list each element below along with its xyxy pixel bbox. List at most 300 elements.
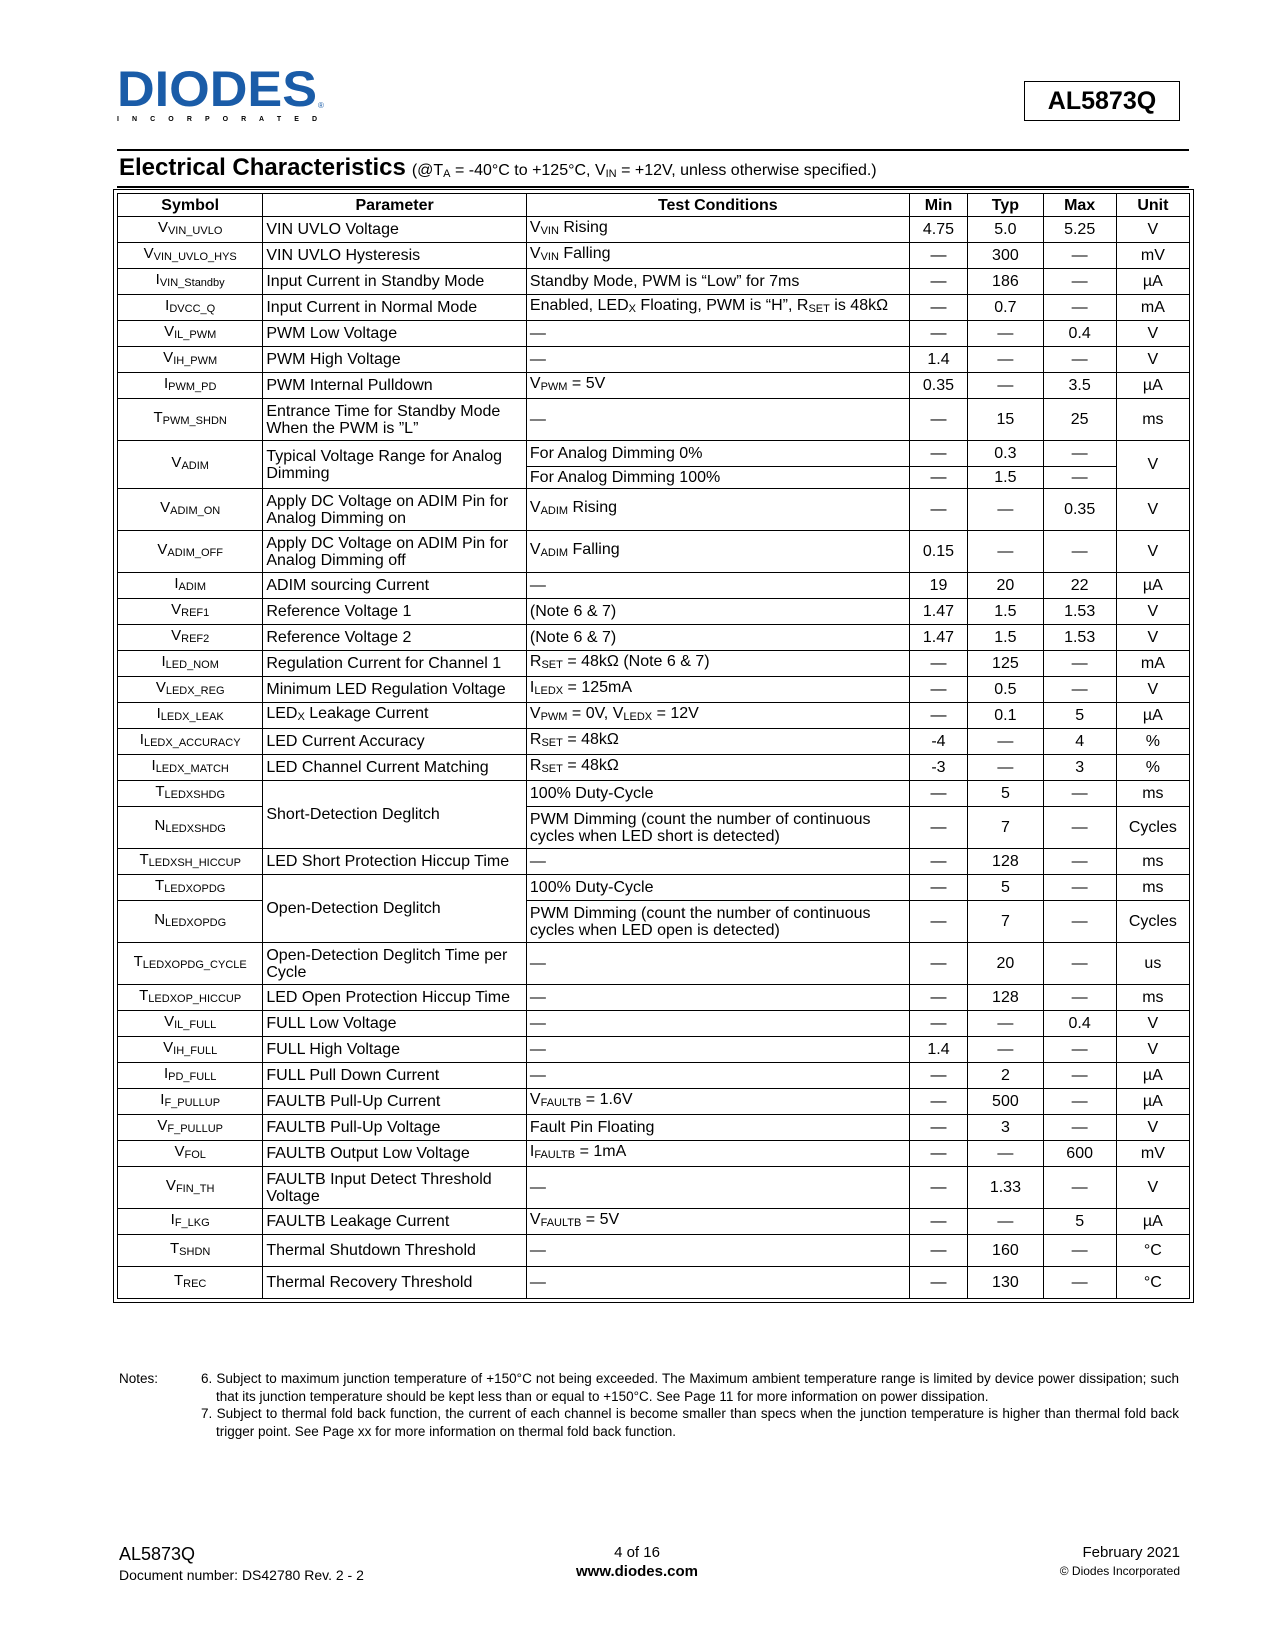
max-cell: 1.53 [1043,625,1116,651]
test-conditions-cell: — [526,943,909,985]
section-conditions: ($@T_A = -40^\circ C$ to +125°C, $V_{IN} = +12V$, unless otherwise specified.) [411,162,877,180]
test-conditions-cell: — [526,1063,909,1089]
unit-cell: V [1116,217,1189,243]
parameter-cell: Apply DC Voltage on ADIM Pin for Analog Dimming on [263,489,527,531]
unit-cell: ms [1116,399,1189,441]
symbol-cell: $V_{REF1}$ [118,599,263,625]
parameter-cell: Entrance Time for Standby Mode When the PWM is ”L” [263,399,527,441]
symbol-cell: $V_{ADIM\_ON}$ [118,489,263,531]
min-cell: — [909,985,968,1011]
parameter-cell: LED Channel Current Matching [263,755,527,781]
unit-cell: mA [1116,295,1189,321]
symbol-cell: $V_{IH\_PWM}$ [118,347,263,373]
min-cell: — [909,1209,968,1235]
unit-cell: µA [1116,1209,1189,1235]
symbol-cell: $I_{PWM\_PD}$ [118,373,263,399]
test-conditions-cell: $R_{SET} = 48k\Omega$ [526,755,909,781]
parameter-cell: FULL High Voltage [263,1037,527,1063]
symbol-cell: $V_{IH\_FULL}$ [118,1037,263,1063]
table-row [118,373,1190,399]
footer-right [980,1543,1180,1579]
max-cell: — [1043,269,1116,295]
min-cell: — [909,781,968,807]
max-cell: 1.53 [1043,599,1116,625]
typ-cell: 1.5 [968,467,1043,489]
min-cell: — [909,1011,968,1037]
symbol-cell: $T_{PWM\_SHDN}$ [118,399,263,441]
min-cell: — [909,901,968,943]
max-cell: — [1043,295,1116,321]
min-cell: — [909,1089,968,1115]
test-conditions-cell: — [526,1037,909,1063]
test-conditions-cell: For Analog Dimming 0% [526,441,909,467]
parameter-cell: PWM Low Voltage [263,321,527,347]
parameter-cell: LED Current Accuracy [263,729,527,755]
test-conditions-cell: $V_{FAULTB} = 5V$ [526,1209,909,1235]
parameter-cell: Typical Voltage Range for Analog Dimming [263,441,527,489]
header-test-conditions: Test Conditions [526,194,909,217]
symbol-cell: $I_{LEDX\_ACCURACY}$ [118,729,263,755]
max-cell: — [1043,1167,1116,1209]
unit-cell: ms [1116,849,1189,875]
max-cell: — [1043,849,1116,875]
max-cell: — [1043,1267,1116,1299]
table-row [118,1167,1190,1209]
test-conditions-cell: $I_{FAULTB} = 1mA$ [526,1141,909,1167]
min-cell: 4.75 [909,217,968,243]
min-cell: — [909,489,968,531]
parameter-cell: Apply DC Voltage on ADIM Pin for Analog Dimming off [263,531,527,573]
unit-cell: % [1116,729,1189,755]
parameter-cell: ADIM sourcing Current [263,573,527,599]
test-conditions-cell: $R_{SET} = 48k\Omega$ [526,729,909,755]
electrical-characteristics-table [117,193,1190,1299]
parameter-cell: Minimum LED Regulation Voltage [263,677,527,703]
typ-cell: 20 [968,573,1043,599]
footer-part: AL5873Q [119,1544,196,1564]
min-cell: 0.15 [909,531,968,573]
symbol-cell: $V_{F\_PULLUP}$ [118,1115,263,1141]
unit-cell: V [1116,677,1189,703]
test-conditions-cell: $I_{LEDX} = 125mA$ [526,677,909,703]
unit-cell: Cycles [1116,807,1189,849]
min-cell: 1.4 [909,1037,968,1063]
max-cell: — [1043,875,1116,901]
test-conditions-cell: — [526,321,909,347]
min-cell: — [909,399,968,441]
note-7: 7. Subject to thermal fold back function, the current of each channel is become smaller than specs when the junction temperature is higher than thermal fold back trigger point. See Page xx for more information on thermal fold back function. [201,1406,1179,1439]
min-cell: — [909,243,968,269]
min-cell: — [909,441,968,467]
footer-center [537,1543,737,1581]
unit-cell: µA [1116,1063,1189,1089]
min-cell: -3 [909,755,968,781]
table-row [118,321,1190,347]
table-row [118,677,1190,703]
max-cell: — [1043,651,1116,677]
table-row [118,755,1190,781]
parameter-cell: Thermal Recovery Threshold [263,1267,527,1299]
parameter-cell: FAULTB Pull-Up Current [263,1089,527,1115]
table-row [118,599,1190,625]
min-cell: -4 [909,729,968,755]
min-cell: — [909,651,968,677]
part-number-box: AL5873Q [1024,81,1180,121]
min-cell: — [909,269,968,295]
parameter-cell: Open-Detection Deglitch Time per Cycle [263,943,527,985]
table-row [118,1089,1190,1115]
table-row [118,489,1190,531]
table-row [118,1011,1190,1037]
parameter-cell: Input Current in Standby Mode [263,269,527,295]
table-row [118,441,1190,467]
typ-cell: 0.1 [968,703,1043,729]
min-cell: — [909,1141,968,1167]
table-row [118,985,1190,1011]
typ-cell: 300 [968,243,1043,269]
symbol-cell: $V_{VIN\_UVLO}$ [118,217,263,243]
typ-cell: 128 [968,985,1043,1011]
symbol-cell: $N_{LEDXOPDG}$ [118,901,263,943]
symbol-cell: $V_{REF2}$ [118,625,263,651]
symbol-cell: $I_{LED\_NOM}$ [118,651,263,677]
symbol-cell: $V_{VIN\_UVLO\_HYS}$ [118,243,263,269]
parameter-cell: PWM High Voltage [263,347,527,373]
unit-cell: % [1116,755,1189,781]
typ-cell: — [968,755,1043,781]
parameter-cell: PWM Internal Pulldown [263,373,527,399]
typ-cell: 5 [968,781,1043,807]
max-cell: — [1043,347,1116,373]
table-row [118,703,1190,729]
table-row [118,399,1190,441]
min-cell: — [909,703,968,729]
max-cell: 0.4 [1043,321,1116,347]
logo-registered-mark: ® [318,101,324,110]
unit-cell: µA [1116,703,1189,729]
symbol-cell: $T_{LEDXOPDG}$ [118,875,263,901]
symbol-cell: $I_{DVCC\_Q}$ [118,295,263,321]
test-conditions-cell: $V_{ADIM}$ Rising [526,489,909,531]
test-conditions-cell: — [526,1235,909,1267]
symbol-cell: $I_{PD\_FULL}$ [118,1063,263,1089]
test-conditions-cell: 100% Duty-Cycle [526,781,909,807]
typ-cell: 160 [968,1235,1043,1267]
min-cell: — [909,321,968,347]
typ-cell: 5 [968,875,1043,901]
max-cell: — [1043,807,1116,849]
symbol-cell: $I_{ADIM}$ [118,573,263,599]
symbol-cell: $V_{IL\_PWM}$ [118,321,263,347]
max-cell: — [1043,781,1116,807]
min-cell: — [909,1235,968,1267]
min-cell: 1.4 [909,347,968,373]
notes [119,1370,1179,1440]
min-cell: — [909,1167,968,1209]
test-conditions-cell: — [526,1267,909,1299]
min-cell: — [909,295,968,321]
min-cell: 0.35 [909,373,968,399]
min-cell: — [909,943,968,985]
test-conditions-cell: For Analog Dimming 100% [526,467,909,489]
min-cell: — [909,677,968,703]
test-conditions-cell: — [526,985,909,1011]
symbol-cell: $T_{REC}$ [118,1267,263,1299]
test-conditions-cell: — [526,573,909,599]
max-cell: 5 [1043,703,1116,729]
unit-cell: µA [1116,1089,1189,1115]
typ-cell: — [968,321,1043,347]
table-row [118,269,1190,295]
max-cell: — [1043,243,1116,269]
table-row [118,1141,1190,1167]
max-cell: 3 [1043,755,1116,781]
parameter-cell: Reference Voltage 1 [263,599,527,625]
symbol-cell: $V_{LEDX\_REG}$ [118,677,263,703]
parameter-cell: Open-Detection Deglitch [263,875,527,943]
unit-cell: V [1116,599,1189,625]
min-cell: 1.47 [909,599,968,625]
typ-cell: — [968,347,1043,373]
symbol-cell: $V_{ADIM\_OFF}$ [118,531,263,573]
unit-cell: V [1116,441,1189,489]
max-cell: 4 [1043,729,1116,755]
table-row [118,217,1190,243]
table-row [118,347,1190,373]
symbol-cell: $T_{LEDXOP\_HICCUP}$ [118,985,263,1011]
parameter-cell: Short-Detection Deglitch [263,781,527,849]
typ-cell: 128 [968,849,1043,875]
symbol-cell: $V_{ADIM}$ [118,441,263,489]
logo-wordmark: DIODES [117,68,317,117]
typ-cell: 3 [968,1115,1043,1141]
symbol-cell: $T_{SHDN}$ [118,1235,263,1267]
typ-cell: 1.5 [968,625,1043,651]
footer-website: www.diodes.com [576,1563,698,1580]
test-conditions-cell: $R_{SET} = 48k\Omega$ (Note 6 & 7) [526,651,909,677]
typ-cell: 5.0 [968,217,1043,243]
header-rule [117,149,1189,151]
max-cell: — [1043,943,1116,985]
table-row [118,1063,1190,1089]
symbol-cell: $I_{LEDX\_LEAK}$ [118,703,263,729]
table-row [118,729,1190,755]
header-min: Min [909,194,968,217]
symbol-cell: $I_{F\_PULLUP}$ [118,1089,263,1115]
test-conditions-cell: — [526,347,909,373]
typ-cell: 1.33 [968,1167,1043,1209]
unit-cell: ms [1116,781,1189,807]
max-cell: 5.25 [1043,217,1116,243]
parameter-cell: Thermal Shutdown Threshold [263,1235,527,1267]
table-row [118,943,1190,985]
unit-cell: Cycles [1116,901,1189,943]
min-cell: — [909,1267,968,1299]
typ-cell: 0.7 [968,295,1043,321]
unit-cell: mV [1116,1141,1189,1167]
table-row [118,651,1190,677]
parameter-cell: FAULTB Leakage Current [263,1209,527,1235]
test-conditions-cell: $V_{VIN}$ Falling [526,243,909,269]
symbol-cell: $T_{LEDXSH\_HICCUP}$ [118,849,263,875]
symbol-cell: $T_{LEDXSHDG}$ [118,781,263,807]
table-row [118,1037,1190,1063]
header-parameter: Parameter [263,194,527,217]
unit-cell: mV [1116,243,1189,269]
unit-cell: ms [1116,985,1189,1011]
unit-cell: µA [1116,573,1189,599]
unit-cell: us [1116,943,1189,985]
table-row [118,1235,1190,1267]
test-conditions-cell: $V_{VIN}$ Rising [526,217,909,243]
typ-cell: 0.5 [968,677,1043,703]
symbol-cell: $V_{FOL}$ [118,1141,263,1167]
max-cell: — [1043,1235,1116,1267]
symbol-cell: $I_{F\_LKG}$ [118,1209,263,1235]
typ-cell: 186 [968,269,1043,295]
typ-cell: 125 [968,651,1043,677]
parameter-cell: FAULTB Pull-Up Voltage [263,1115,527,1141]
parameter-cell: LED Open Protection Hiccup Time [263,985,527,1011]
parameter-cell: LED Short Protection Hiccup Time [263,849,527,875]
max-cell: — [1043,1089,1116,1115]
table-row [118,295,1190,321]
parameter-cell: FAULTB Output Low Voltage [263,1141,527,1167]
header-unit: Unit [1116,194,1189,217]
typ-cell: 20 [968,943,1043,985]
parameter-cell: VIN UVLO Hysteresis [263,243,527,269]
max-cell: 0.4 [1043,1011,1116,1037]
max-cell: 22 [1043,573,1116,599]
min-cell: — [909,807,968,849]
test-conditions-cell: Enabled, $LED_X$ Floating, PWM is “H”, $R_{SET}$ is 48kΩ [526,295,909,321]
typ-cell: — [968,489,1043,531]
typ-cell: — [968,1011,1043,1037]
unit-cell: °C [1116,1267,1189,1299]
typ-cell: 2 [968,1063,1043,1089]
unit-cell: ms [1116,875,1189,901]
unit-cell: V [1116,1167,1189,1209]
test-conditions-cell: Standby Mode, PWM is “Low” for 7ms [526,269,909,295]
min-cell: — [909,467,968,489]
test-conditions-cell: Fault Pin Floating [526,1115,909,1141]
max-cell: 5 [1043,1209,1116,1235]
unit-cell: V [1116,531,1189,573]
typ-cell: 15 [968,399,1043,441]
min-cell: — [909,1063,968,1089]
table-row [118,849,1190,875]
table-row [118,1267,1190,1299]
table-row [118,781,1190,807]
unit-cell: °C [1116,1235,1189,1267]
table-row [118,1209,1190,1235]
min-cell: 19 [909,573,968,599]
table-row [118,243,1190,269]
parameter-cell: Regulation Current for Channel 1 [263,651,527,677]
symbol-cell: $V_{IL\_FULL}$ [118,1011,263,1037]
symbol-cell: $N_{LEDXSHDG}$ [118,807,263,849]
table-row [118,531,1190,573]
symbol-cell: $V_{FIN\_TH}$ [118,1167,263,1209]
typ-cell: — [968,1037,1043,1063]
footer-left [119,1543,364,1585]
test-conditions-cell: $V_{PWM} = 5V$ [526,373,909,399]
min-cell: — [909,875,968,901]
typ-cell: — [968,531,1043,573]
footer-copyright: © Diodes Incorporated [1059,1564,1180,1578]
footer-doc-number: Document number: DS42780 Rev. 2 - 2 [119,1567,364,1583]
max-cell: — [1043,441,1116,467]
test-conditions-cell: — [526,1011,909,1037]
typ-cell: — [968,729,1043,755]
table-row [118,573,1190,599]
parameter-cell: $LED_X$ Leakage Current [263,703,527,729]
max-cell: — [1043,677,1116,703]
header-max: Max [1043,194,1116,217]
unit-cell: V [1116,1115,1189,1141]
unit-cell: V [1116,321,1189,347]
test-conditions-cell: $V_{PWM} = 0V$, $V_{LEDX} = 12V$ [526,703,909,729]
parameter-cell: FAULTB Input Detect Threshold Voltage [263,1167,527,1209]
parameter-cell: FULL Low Voltage [263,1011,527,1037]
typ-cell: 130 [968,1267,1043,1299]
typ-cell: — [968,373,1043,399]
header-typ: Typ [968,194,1043,217]
symbol-cell: $T_{LEDXOPDG\_CYCLE}$ [118,943,263,985]
table-row [118,1115,1190,1141]
max-cell: 0.35 [1043,489,1116,531]
test-conditions-cell: (Note 6 & 7) [526,599,909,625]
test-conditions-cell: $V_{ADIM}$ Falling [526,531,909,573]
symbol-cell: $I_{LEDX\_MATCH}$ [118,755,263,781]
table-body [118,217,1190,1299]
typ-cell: 1.5 [968,599,1043,625]
min-cell: — [909,849,968,875]
max-cell: — [1043,467,1116,489]
table-row [118,625,1190,651]
max-cell: 25 [1043,399,1116,441]
parameter-cell: Input Current in Normal Mode [263,295,527,321]
table-header-row [118,194,1190,217]
unit-cell: V [1116,347,1189,373]
parameter-cell: Reference Voltage 2 [263,625,527,651]
unit-cell: V [1116,1011,1189,1037]
typ-cell: — [968,1141,1043,1167]
typ-cell: 7 [968,901,1043,943]
max-cell: — [1043,985,1116,1011]
typ-cell: — [968,1209,1043,1235]
table-row [118,875,1190,901]
test-conditions-cell: $V_{FAULTB} = 1.6V$ [526,1089,909,1115]
test-conditions-cell: PWM Dimming (count the number of continuous cycles when LED open is detected) [526,901,909,943]
max-cell: — [1043,531,1116,573]
unit-cell: V [1116,625,1189,651]
title-rule [117,186,1189,188]
unit-cell: µA [1116,269,1189,295]
note-6: 6. Subject to maximum junction temperature of +150°C not being exceeded. The Maximum ambient temperature range is limited by device power dissipation; such that its junction temperature should be kept less than or equal to +150°C. See Page 11 for more information on power dissipation. [201,1371,1179,1404]
test-conditions-cell: — [526,399,909,441]
unit-cell: V [1116,1037,1189,1063]
max-cell: — [1043,1063,1116,1089]
parameter-cell: VIN UVLO Voltage [263,217,527,243]
max-cell: — [1043,1037,1116,1063]
typ-cell: 500 [968,1089,1043,1115]
test-conditions-cell: 100% Duty-Cycle [526,875,909,901]
test-conditions-cell: — [526,1167,909,1209]
min-cell: 1.47 [909,625,968,651]
section-title [119,154,877,182]
typ-cell: 7 [968,807,1043,849]
